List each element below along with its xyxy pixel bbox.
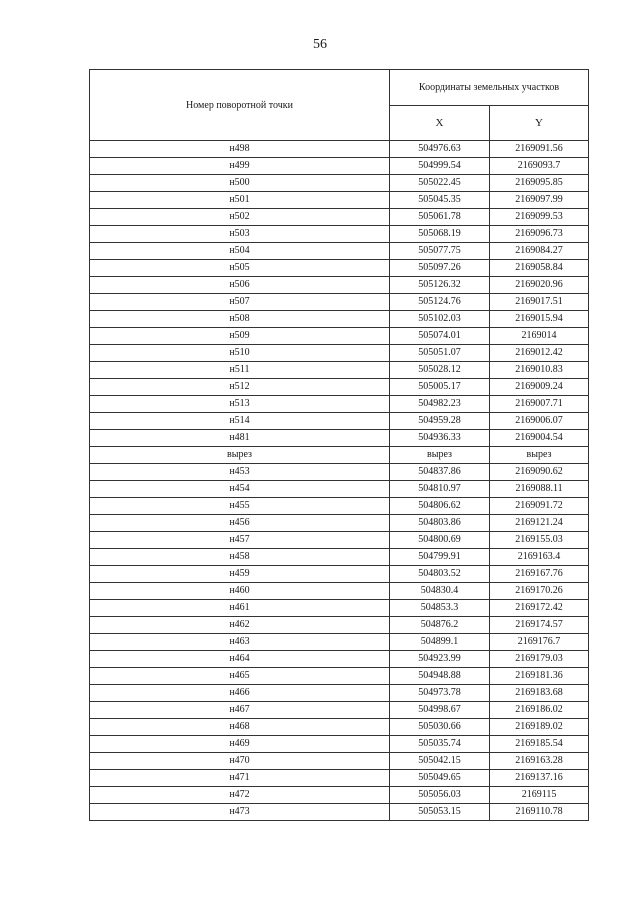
point-cell: н453 xyxy=(90,464,390,481)
point-cell: н502 xyxy=(90,209,390,226)
x-cell: 505056.03 xyxy=(390,787,490,804)
x-cell: 505030.66 xyxy=(390,719,490,736)
y-cell: 2169095.85 xyxy=(490,175,589,192)
point-cell: н481 xyxy=(90,430,390,447)
x-cell: 505042.15 xyxy=(390,753,490,770)
x-cell: 504803.52 xyxy=(390,566,490,583)
point-cell: н458 xyxy=(90,549,390,566)
y-cell: 2169020.96 xyxy=(490,277,589,294)
x-cell: 504853.3 xyxy=(390,600,490,617)
point-cell: н460 xyxy=(90,583,390,600)
y-cell: 2169185.54 xyxy=(490,736,589,753)
table-row xyxy=(90,549,589,566)
y-cell: 2169174.57 xyxy=(490,617,589,634)
x-cell: 505051.07 xyxy=(390,345,490,362)
x-cell: 505028.12 xyxy=(390,362,490,379)
x-cell: 504830.4 xyxy=(390,583,490,600)
point-cell: н462 xyxy=(90,617,390,634)
table-row xyxy=(90,345,589,362)
table-row xyxy=(90,413,589,430)
y-cell: 2169137.16 xyxy=(490,770,589,787)
x-cell: 504923.99 xyxy=(390,651,490,668)
page-number: 56 xyxy=(313,37,327,52)
table-row xyxy=(90,277,589,294)
table-row xyxy=(90,362,589,379)
x-cell: 505022.45 xyxy=(390,175,490,192)
table-row xyxy=(90,770,589,787)
point-cell: н457 xyxy=(90,532,390,549)
table-row xyxy=(90,481,589,498)
point-column-header: Номер поворотной точки xyxy=(90,70,390,141)
x-cell: вырез xyxy=(390,447,490,464)
table-body xyxy=(90,141,589,821)
table-row xyxy=(90,583,589,600)
point-cell: н508 xyxy=(90,311,390,328)
table-row xyxy=(90,617,589,634)
point-cell: н467 xyxy=(90,702,390,719)
x-cell: 505035.74 xyxy=(390,736,490,753)
x-cell: 505061.78 xyxy=(390,209,490,226)
table-row xyxy=(90,736,589,753)
y-cell: 2169010.83 xyxy=(490,362,589,379)
y-cell: 2169006.07 xyxy=(490,413,589,430)
point-cell: н454 xyxy=(90,481,390,498)
table-row xyxy=(90,719,589,736)
y-cell: 2169096.73 xyxy=(490,226,589,243)
coordinates-table xyxy=(89,69,589,821)
point-cell: н510 xyxy=(90,345,390,362)
table-row xyxy=(90,260,589,277)
x-cell: 505068.19 xyxy=(390,226,490,243)
x-cell: 505126.32 xyxy=(390,277,490,294)
x-cell: 504876.2 xyxy=(390,617,490,634)
x-cell: 504899.1 xyxy=(390,634,490,651)
x-cell: 504810.97 xyxy=(390,481,490,498)
point-cell: н500 xyxy=(90,175,390,192)
y-cell: 2169181.36 xyxy=(490,668,589,685)
y-cell: вырез xyxy=(490,447,589,464)
y-cell: 2169110.78 xyxy=(490,804,589,821)
point-cell: н512 xyxy=(90,379,390,396)
table-row xyxy=(90,379,589,396)
y-cell: 2169058.84 xyxy=(490,260,589,277)
point-cell: н455 xyxy=(90,498,390,515)
point-cell: н456 xyxy=(90,515,390,532)
y-cell: 2169179.03 xyxy=(490,651,589,668)
y-cell: 2169097.99 xyxy=(490,192,589,209)
point-cell: н463 xyxy=(90,634,390,651)
table-row xyxy=(90,668,589,685)
table-row xyxy=(90,192,589,209)
point-cell: н511 xyxy=(90,362,390,379)
point-cell: н471 xyxy=(90,770,390,787)
table-header xyxy=(90,70,589,141)
point-cell: н506 xyxy=(90,277,390,294)
x-cell: 504973.78 xyxy=(390,685,490,702)
y-cell: 2169090.62 xyxy=(490,464,589,481)
y-cell: 2169167.76 xyxy=(490,566,589,583)
y-cell: 2169017.51 xyxy=(490,294,589,311)
x-cell: 504806.62 xyxy=(390,498,490,515)
point-cell: н505 xyxy=(90,260,390,277)
table-row xyxy=(90,158,589,175)
table-row xyxy=(90,209,589,226)
x-cell: 504982.23 xyxy=(390,396,490,413)
y-cell: 2169163.28 xyxy=(490,753,589,770)
point-cell: н461 xyxy=(90,600,390,617)
point-cell: н499 xyxy=(90,158,390,175)
x-cell: 504976.63 xyxy=(390,141,490,158)
x-cell: 504837.86 xyxy=(390,464,490,481)
point-cell: н513 xyxy=(90,396,390,413)
table-row xyxy=(90,294,589,311)
point-cell: н503 xyxy=(90,226,390,243)
table-row xyxy=(90,702,589,719)
x-cell: 505097.26 xyxy=(390,260,490,277)
y-cell: 2169189.02 xyxy=(490,719,589,736)
table-row xyxy=(90,175,589,192)
table-row xyxy=(90,464,589,481)
y-cell: 2169007.71 xyxy=(490,396,589,413)
x-cell: 505124.76 xyxy=(390,294,490,311)
x-cell: 505053.15 xyxy=(390,804,490,821)
x-cell: 505077.75 xyxy=(390,243,490,260)
point-cell: н504 xyxy=(90,243,390,260)
point-cell: н509 xyxy=(90,328,390,345)
y-cell: 2169172.42 xyxy=(490,600,589,617)
coordinates-column-header: Координаты земельных участков xyxy=(390,70,589,106)
y-cell: 2169015.94 xyxy=(490,311,589,328)
table-row xyxy=(90,226,589,243)
table-row xyxy=(90,651,589,668)
y-cell: 2169163.4 xyxy=(490,549,589,566)
y-cell: 2169091.72 xyxy=(490,498,589,515)
x-column-header: X xyxy=(390,106,490,141)
point-cell: н465 xyxy=(90,668,390,685)
point-cell: н468 xyxy=(90,719,390,736)
table-row xyxy=(90,311,589,328)
table-row xyxy=(90,532,589,549)
table-row xyxy=(90,753,589,770)
table-row xyxy=(90,685,589,702)
point-cell: н472 xyxy=(90,787,390,804)
y-cell: 2169186.02 xyxy=(490,702,589,719)
x-cell: 505102.03 xyxy=(390,311,490,328)
y-cell: 2169009.24 xyxy=(490,379,589,396)
y-cell: 2169088.11 xyxy=(490,481,589,498)
table-row xyxy=(90,430,589,447)
table-row xyxy=(90,804,589,821)
y-cell: 2169183.68 xyxy=(490,685,589,702)
point-cell: н514 xyxy=(90,413,390,430)
point-cell: н507 xyxy=(90,294,390,311)
y-cell: 2169176.7 xyxy=(490,634,589,651)
x-cell: 504799.91 xyxy=(390,549,490,566)
point-cell: н469 xyxy=(90,736,390,753)
y-cell: 2169084.27 xyxy=(490,243,589,260)
y-cell: 2169091.56 xyxy=(490,141,589,158)
x-cell: 504800.69 xyxy=(390,532,490,549)
y-cell: 2169121.24 xyxy=(490,515,589,532)
table-row xyxy=(90,634,589,651)
x-cell: 504998.67 xyxy=(390,702,490,719)
x-cell: 504948.88 xyxy=(390,668,490,685)
table-row xyxy=(90,447,589,464)
y-cell: 2169099.53 xyxy=(490,209,589,226)
y-cell: 2169115 xyxy=(490,787,589,804)
point-cell: н470 xyxy=(90,753,390,770)
table-row xyxy=(90,396,589,413)
table-row xyxy=(90,515,589,532)
table-row xyxy=(90,141,589,158)
y-column-header: Y xyxy=(490,106,589,141)
y-cell: 2169170.26 xyxy=(490,583,589,600)
table-row xyxy=(90,566,589,583)
y-cell: 2169004.54 xyxy=(490,430,589,447)
table-row xyxy=(90,600,589,617)
x-cell: 504803.86 xyxy=(390,515,490,532)
y-cell: 2169014 xyxy=(490,328,589,345)
table-row xyxy=(90,498,589,515)
x-cell: 504936.33 xyxy=(390,430,490,447)
point-cell: н464 xyxy=(90,651,390,668)
table-row xyxy=(90,787,589,804)
x-cell: 504999.54 xyxy=(390,158,490,175)
point-cell: вырез xyxy=(90,447,390,464)
y-cell: 2169093.7 xyxy=(490,158,589,175)
y-cell: 2169012.42 xyxy=(490,345,589,362)
point-cell: н473 xyxy=(90,804,390,821)
table-row xyxy=(90,328,589,345)
point-cell: н459 xyxy=(90,566,390,583)
x-cell: 505049.65 xyxy=(390,770,490,787)
x-cell: 505005.17 xyxy=(390,379,490,396)
x-cell: 505074.01 xyxy=(390,328,490,345)
table-row xyxy=(90,243,589,260)
x-cell: 504959.28 xyxy=(390,413,490,430)
point-cell: н501 xyxy=(90,192,390,209)
y-cell: 2169155.03 xyxy=(490,532,589,549)
point-cell: н498 xyxy=(90,141,390,158)
x-cell: 505045.35 xyxy=(390,192,490,209)
point-cell: н466 xyxy=(90,685,390,702)
